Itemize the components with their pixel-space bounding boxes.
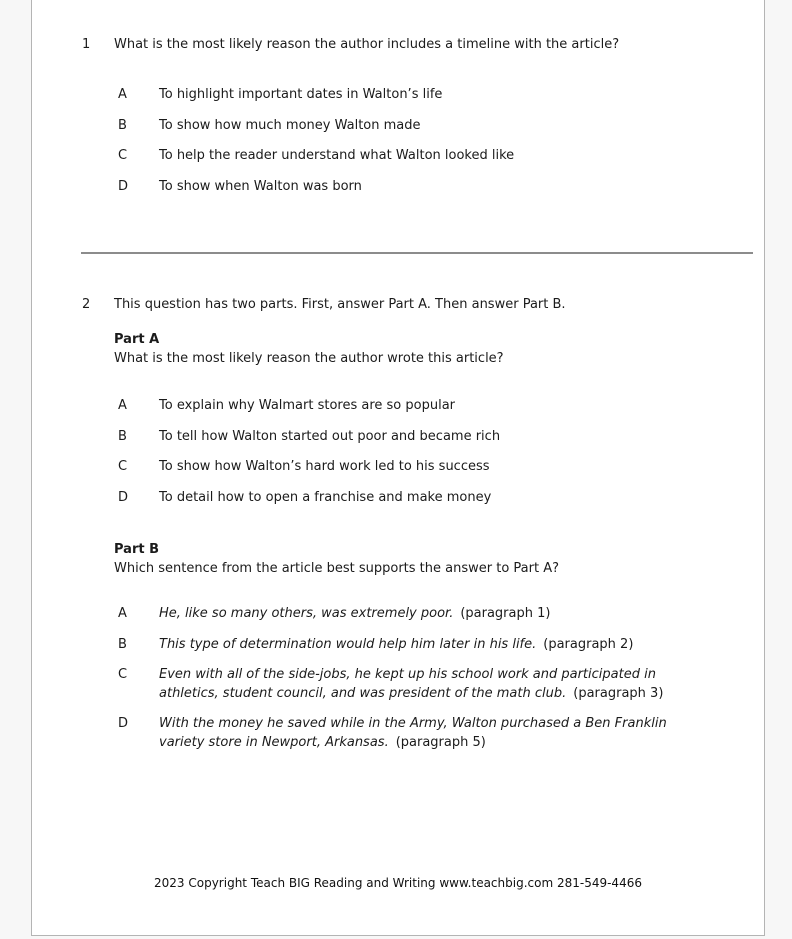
option-text: To help the reader understand what Walton looked like bbox=[159, 148, 515, 163]
option-text: To tell how Walton started out poor and became rich bbox=[159, 428, 501, 444]
quoted-sentence: This type of determination would help him later in his life. bbox=[159, 636, 537, 652]
option-letter: C bbox=[118, 459, 128, 474]
question-2-number: 2 bbox=[82, 297, 91, 312]
option-text: To explain why Walmart stores are so popular bbox=[159, 398, 456, 413]
quoted-sentence: He, like so many others, was extremely poor. bbox=[159, 606, 454, 621]
option-text: To show when Walton was born bbox=[159, 178, 362, 194]
question-1-option-d bbox=[118, 178, 751, 197]
option-letter: B bbox=[118, 636, 127, 652]
option-letter: A bbox=[118, 606, 127, 621]
option-letter: D bbox=[118, 716, 129, 731]
option-text bbox=[159, 636, 694, 655]
option-text: To show how Walton’s hard work led to his success bbox=[159, 459, 490, 474]
part-a-question: What is the most likely reason the author wrote this article? bbox=[114, 350, 504, 366]
question-2-prompt: This question has two parts. First, answer Part A. Then answer Part B. bbox=[114, 297, 566, 312]
question-2 bbox=[82, 296, 724, 315]
question-1-option-c bbox=[118, 147, 751, 166]
option-letter: D bbox=[118, 178, 129, 194]
part-b-header bbox=[114, 541, 714, 578]
question-1 bbox=[82, 36, 724, 55]
question-1-prompt: What is the most likely reason the author includes a timeline with the article? bbox=[114, 37, 620, 52]
option-text bbox=[159, 605, 694, 624]
option-text bbox=[159, 666, 694, 703]
question-1-option-b bbox=[118, 117, 751, 136]
paragraph-reference: (paragraph 1) bbox=[460, 606, 551, 621]
part-a-option-c bbox=[118, 458, 751, 477]
option-letter: A bbox=[118, 87, 127, 102]
part-b-label: Part B bbox=[114, 542, 160, 557]
option-letter: C bbox=[118, 667, 128, 682]
part-b-option-c bbox=[118, 666, 694, 703]
option-letter: A bbox=[118, 398, 127, 413]
option-letter: B bbox=[118, 117, 127, 133]
paragraph-reference: (paragraph 5) bbox=[395, 734, 486, 750]
paragraph-reference: (paragraph 3) bbox=[573, 685, 664, 701]
part-a-header bbox=[114, 331, 714, 368]
part-a-option-a bbox=[118, 397, 751, 416]
quoted-sentence: Even with all of the side-jobs, he kept up his school work and participated in athletics, student council, and was president of the math club. bbox=[159, 667, 656, 701]
question-1-number: 1 bbox=[82, 37, 91, 52]
copyright-footer: 2023 Copyright Teach BIG Reading and Writing www.teachbig.com 281-549-4466 bbox=[154, 876, 642, 890]
section-divider bbox=[81, 252, 753, 254]
option-letter: B bbox=[118, 428, 127, 444]
part-b-option-d bbox=[118, 715, 694, 752]
part-b-option-a bbox=[118, 605, 694, 624]
part-b-option-b bbox=[118, 636, 694, 655]
part-b-question: Which sentence from the article best supports the answer to Part A? bbox=[114, 560, 560, 576]
option-text: To detail how to open a franchise and make money bbox=[159, 489, 492, 505]
part-a-options bbox=[118, 397, 751, 507]
part-b-options bbox=[118, 605, 694, 752]
option-letter: C bbox=[118, 148, 128, 163]
option-text: To highlight important dates in Walton’s life bbox=[159, 87, 443, 102]
quoted-sentence: With the money he saved while in the Army, Walton purchased a Ben Franklin variety store in Newport, Arkansas. bbox=[159, 716, 667, 750]
part-a-option-b bbox=[118, 428, 751, 447]
part-a-label: Part A bbox=[114, 332, 160, 347]
question-1-option-a bbox=[118, 86, 751, 105]
paragraph-reference: (paragraph 2) bbox=[543, 636, 634, 652]
part-a-option-d bbox=[118, 489, 751, 508]
worksheet-page bbox=[31, 0, 765, 936]
option-text: To show how much money Walton made bbox=[159, 117, 421, 133]
question-1-options bbox=[118, 86, 751, 196]
option-letter: D bbox=[118, 489, 129, 505]
option-text bbox=[159, 715, 694, 752]
